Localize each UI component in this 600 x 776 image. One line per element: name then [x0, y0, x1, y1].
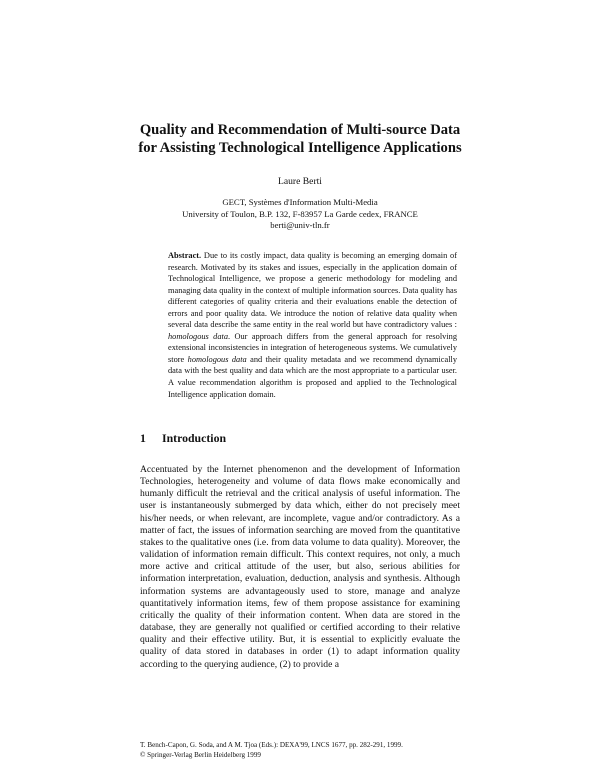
author-name: Laure Berti [278, 176, 322, 187]
title-line-1: Quality and Recommendation of Multi-source Data [139, 122, 461, 138]
abstract-text-c: and their quality metadata and we recommend dynamically data with the best quality and data which are the most appropriate to a particular user. A value recommendation algorithm is proposed and applied to the Technological Intelligence application domain. [168, 354, 458, 399]
section-heading [140, 431, 226, 446]
abstract-term-2: homologous data [187, 354, 247, 364]
abstract [168, 250, 457, 400]
author-email: berti@univ-tln.fr [270, 220, 330, 230]
author-affiliation [100, 197, 500, 232]
paper-title [100, 121, 500, 157]
affiliation-line-2: University of Toulon, B.P. 132, F-83957 La Garde cedex, FRANCE [182, 208, 418, 219]
footnote-copyright: © Springer-Verlag Berlin Heidelberg 1999 [140, 751, 261, 759]
footnote-citation: T. Bench-Capon, G. Soda, and A M. Tjoa (Eds.): DEXA'99, LNCS 1677, pp. 282-291, 1999. [140, 741, 403, 749]
introduction-paragraph: Accentuated by the Internet phenomenon and the development of Information Technologies, heterogeneity and volume of data flows make economically and humanly difficult the retrieval and the critical analysis of useful information. The user is instantaneously submerged by data which, either do not precisely meet his/her needs, or when relevant, are incomplete, vague and/or contradictory. As a matter of fact, the issues of information searching are moved from the quantitative stakes to the qualitative ones (i.e. from data volume to data quality). Moreover, the validation of information remain difficult. This context requires, not only, a much more active and critical attitude of the user, but also, serious abilities for information interpretation, evaluation, deduction, analysis and synthesis. Although information systems are advantageously used to store, manage and analyze quantitatively information items, few of them propose assistance for examining critically the quality of their information content. When data are stored in the database, they are generally not qualified or certified according to their relative quality and their effective utility. But, it is essential to explicitly evaluate the quality of data stored in databases in order (1) to adapt information quality according to the querying audience, (2) to provide a [140, 464, 460, 670]
abstract-term-1: homologous data [168, 331, 229, 341]
abstract-text-b: . Our approach differs from the general approach for resolving extensional inconsistencies in integration of heterogeneous systems. We cumulatively store [168, 331, 458, 364]
section-title: Introduction [162, 431, 227, 445]
abstract-label: Abstract. [168, 251, 202, 260]
abstract-text-a: Due to its costly impact, data quality is becoming an emerging domain of research. Motivated by its stakes and issues, especially in the application domain of Technological Intelligence, we propose a generic methodology for modeling and managing data quality in the context of multiple information sources. Data quality has different categories of quality criteria and their evaluations enable the detection of errors and poor quality data. We introduce the notion of relative data quality when several data describe the same entity in the real world but have contradictory values : [168, 251, 457, 330]
section-number: 1 [140, 431, 146, 445]
publication-footnote [140, 740, 470, 760]
affiliation-line-1: GECT, Systèmes d'Information Multi-Media [222, 197, 378, 207]
title-line-2: for Assisting Technological Intelligence Applications [138, 140, 462, 156]
